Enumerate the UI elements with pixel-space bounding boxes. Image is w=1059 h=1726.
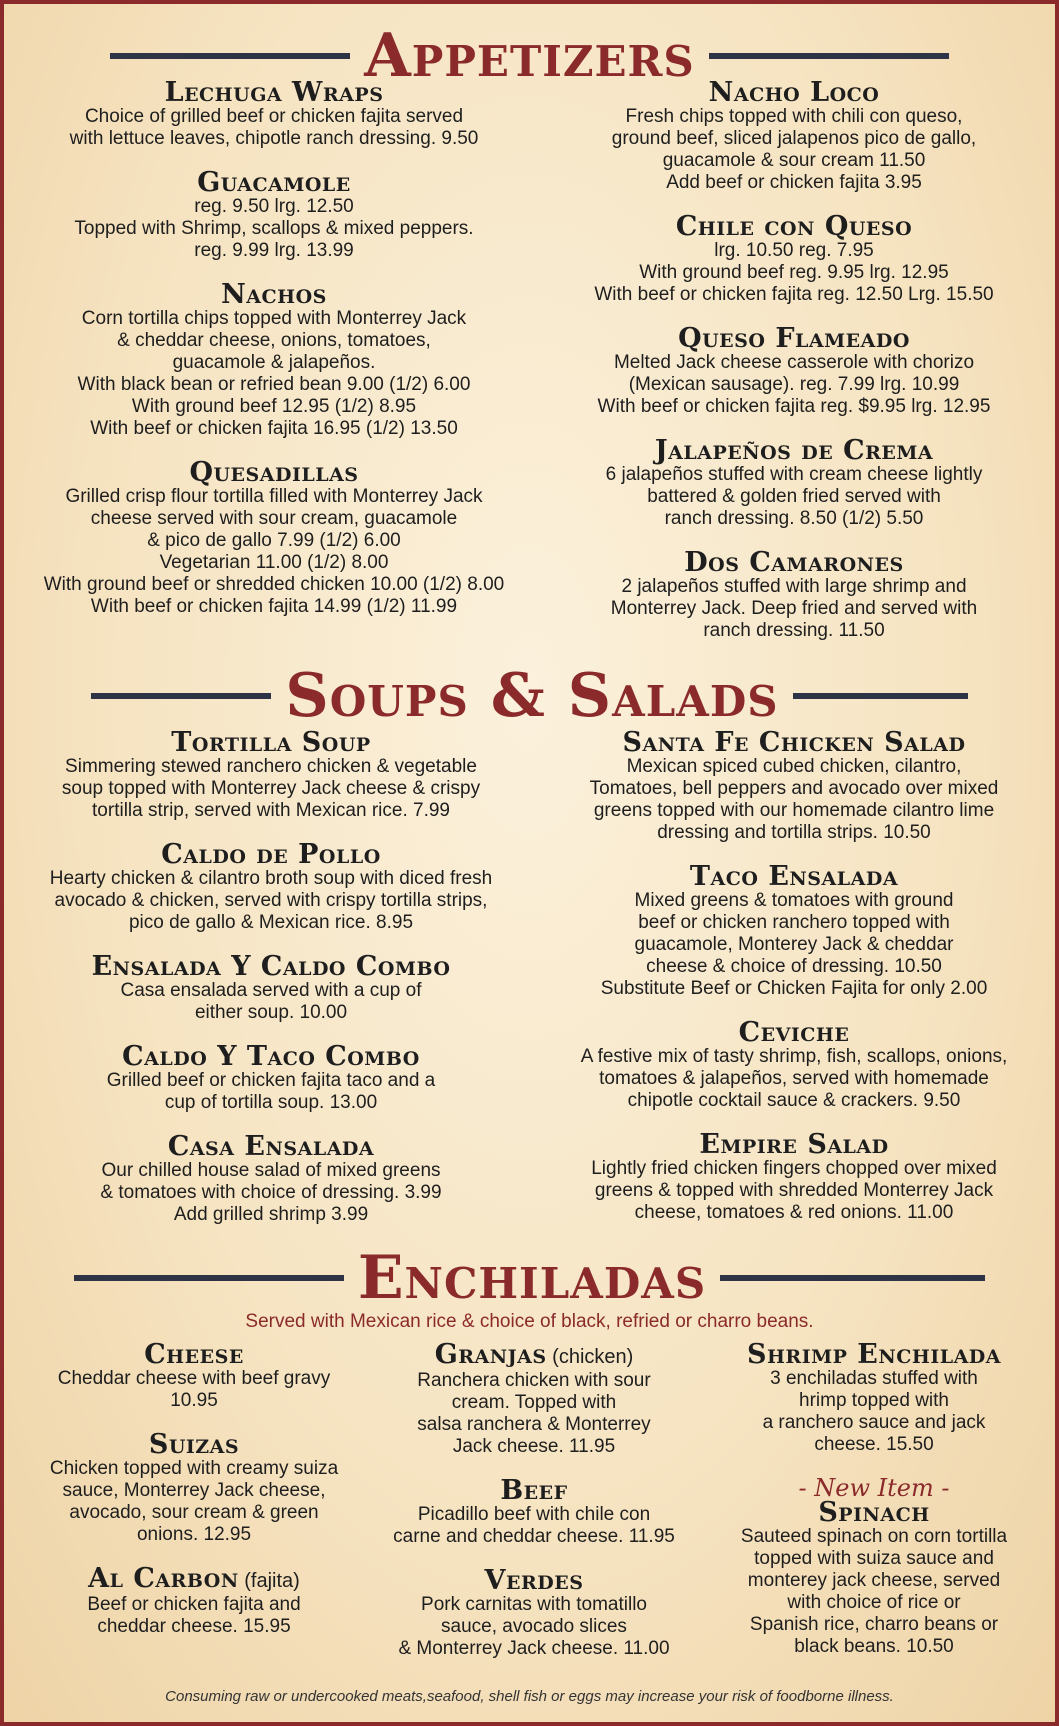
item-description-line: cheese. 15.50 (814, 1434, 934, 1455)
item-description-line: Fresh chips topped with chili con queso, (625, 106, 963, 127)
item-title: Casa Ensalada (167, 1131, 375, 1162)
item-description-line: With ground beef 12.95 (1/2) 8.95 (131, 396, 417, 417)
item-title: Caldo Y Taco Combo (122, 1041, 420, 1072)
item-title: Verdes (484, 1565, 584, 1596)
enchiladas-column-1 (24, 1339, 364, 1658)
item-description-line: dressing and tortilla strips. 10.50 (657, 822, 931, 843)
item-description-line: Substitute Beef or Chicken Fajita for only 2.00 (600, 978, 988, 999)
item-title: Chile con Queso (675, 211, 913, 242)
menu-item-nacho-loco (544, 77, 1044, 194)
item-name (24, 1563, 364, 1594)
item-description-line: & pico de gallo 7.99 (1/2) 6.00 (147, 530, 401, 551)
item-description-line: With beef or chicken fajita reg. 12.50 Lrg. 15.50 (594, 284, 994, 305)
item-description-line: Ranchera chicken with sour (417, 1370, 651, 1391)
item-description-line: cheese & choice of dressing. 10.50 (646, 956, 942, 977)
appetizers-header (4, 21, 1055, 91)
item-description-line: black beans. 10.50 (794, 1636, 954, 1657)
item-description-line: 3 enchiladas stuffed with (770, 1368, 978, 1389)
item-subtitle: (fajita) (238, 1570, 300, 1592)
item-description-line: tortilla strip, served with Mexican rice. 7.99 (92, 800, 450, 821)
item-title: Nachos (221, 279, 327, 310)
item-description-line: Mexican spiced cubed chicken, cilantro, (626, 756, 962, 777)
enchiladas-column-3 (704, 1339, 1044, 1678)
menu-item-queso-flameado (544, 323, 1044, 418)
item-description-line: Casa ensalada served with a cup of (120, 980, 422, 1001)
item-description-line: Cheddar cheese with beef gravy (57, 1368, 331, 1389)
item-description-line: Topped with Shrimp, scallops & mixed peppers. (74, 218, 474, 239)
item-title: Quesadillas (189, 457, 359, 488)
item-description-line: ranch dressing. 8.50 (1/2) 5.50 (664, 508, 924, 529)
item-name (544, 211, 1044, 242)
item-description-line: lrg. 10.50 reg. 7.95 (714, 240, 874, 261)
item-name (544, 1129, 1044, 1160)
item-title: Beef (500, 1475, 568, 1506)
item-description-line: ranch dressing. 11.50 (703, 620, 885, 641)
item-name (24, 167, 524, 198)
item-description-line: cream. Topped with (451, 1392, 617, 1413)
item-title: Guacamole (197, 167, 351, 198)
soups-left-column (16, 727, 526, 1246)
item-name (544, 77, 1044, 108)
item-title: Jalapeños de Crema (654, 435, 934, 466)
menu-item-cheese (24, 1339, 364, 1412)
item-description-line: 6 jalapeños stuffed with cream cheese lightly (605, 464, 983, 485)
item-name (24, 457, 524, 488)
menu-item-caldo-y-taco-combo (16, 1041, 526, 1114)
item-title: Suizas (148, 1429, 240, 1460)
item-name (16, 839, 526, 870)
item-title: Tortilla Soup (171, 727, 371, 758)
item-title: Ceviche (738, 1017, 850, 1048)
item-description-line: sauce, Monterrey Jack cheese, (62, 1480, 326, 1501)
item-name (24, 1339, 364, 1370)
item-name (544, 1017, 1044, 1048)
item-description-line: 10.95 (170, 1390, 218, 1411)
item-description-line: Add beef or chicken fajita 3.95 (666, 172, 922, 193)
item-description-line: & tomatoes with choice of dressing. 3.99 (100, 1182, 442, 1203)
item-description-line: cheese served with sour cream, guacamole (90, 508, 458, 529)
item-description-line: Beef or chicken fajita and (87, 1594, 301, 1615)
item-title: Dos Camarones (684, 547, 904, 578)
item-description-line: guacamole & jalapeños. (172, 352, 376, 373)
item-description-line: chipotle cocktail sauce & crackers. 9.50 (627, 1090, 961, 1111)
soups-title: Soups & Salads (285, 661, 779, 731)
item-description-line: hrimp topped with (799, 1390, 949, 1411)
menu-item-suizas (24, 1429, 364, 1546)
new-item-badge: - New Item - (798, 1474, 950, 1502)
soups-right-column (544, 727, 1044, 1244)
menu-item-ceviche (544, 1017, 1044, 1112)
item-description-line: greens & topped with shredded Monterrey Jack (594, 1180, 994, 1201)
item-description-line: Melted Jack cheese casserole with chorizo (613, 352, 975, 373)
item-name (16, 951, 526, 982)
item-description-line: With beef or chicken fajita 16.95 (1/2) 13.50 (90, 418, 458, 439)
item-title: Caldo de Pollo (161, 839, 381, 870)
item-name (364, 1565, 704, 1596)
item-description-line: salsa ranchera & Monterrey (417, 1414, 651, 1435)
food-safety-disclaimer: Consuming raw or undercooked meats,seafood, shell fish or eggs may increase your risk of foodborne illness. (165, 1688, 894, 1705)
item-name (704, 1339, 1044, 1370)
item-description-line: A festive mix of tasty shrimp, fish, scallops, onions, (580, 1046, 1008, 1067)
item-title: Shrimp Enchilada (746, 1339, 1002, 1370)
item-description-line: guacamole, Monterey Jack & cheddar (634, 934, 954, 955)
item-description-line: beef or chicken ranchero topped with (638, 912, 950, 933)
item-name (544, 435, 1044, 466)
item-description-line: With black bean or refried bean 9.00 (1/2) 6.00 (77, 374, 471, 395)
enchiladas-column-2 (364, 1339, 704, 1680)
item-description-line: Vegetarian 11.00 (1/2) 8.00 (159, 552, 389, 573)
item-description-line: reg. 9.50 lrg. 12.50 (194, 196, 354, 217)
item-title: Cheese (144, 1339, 244, 1370)
item-description-line: guacamole & sour cream 11.50 (662, 150, 926, 171)
item-description-line: Chicken topped with creamy suiza (49, 1458, 339, 1479)
menu-item-jalapenos-de-crema (544, 435, 1044, 530)
item-description-line: Simmering stewed ranchero chicken & vegetable (65, 756, 477, 777)
menu-item-granjas (364, 1339, 704, 1458)
menu-item-ensalada-y-caldo-combo (16, 951, 526, 1024)
menu-item-taco-ensalada (544, 861, 1044, 1000)
item-description-line: cheddar cheese. 15.95 (97, 1616, 291, 1637)
item-title: Lechuga Wraps (164, 77, 384, 108)
divider-bar (709, 53, 949, 59)
item-description-line: topped with suiza sauce and (754, 1548, 994, 1569)
menu-item-santa-fe-chicken-salad (544, 727, 1044, 844)
item-description-line: (Mexican sausage). reg. 7.99 lrg. 10.99 (628, 374, 960, 395)
item-description-line: carne and cheddar cheese. 11.95 (393, 1526, 675, 1547)
menu-item-empire-salad (544, 1129, 1044, 1224)
item-description-line: Tomatoes, bell peppers and avocado over mixed (589, 778, 999, 799)
item-description-line: battered & golden fried served with (647, 486, 941, 507)
menu-item-spinach (704, 1476, 1044, 1658)
item-description-line: with choice of rice or (787, 1592, 961, 1613)
menu-item-caldo-de-pollo (16, 839, 526, 934)
menu-item-al-carbon (24, 1563, 364, 1638)
enchiladas-header (4, 1243, 1055, 1313)
soups-header (4, 661, 1055, 731)
item-description-line: Choice of grilled beef or chicken fajita served (84, 106, 464, 127)
item-title: Ensalada Y Caldo Combo (91, 951, 451, 982)
item-description-line: Picadillo beef with chile con (417, 1504, 651, 1525)
item-description-line: soup topped with Monterrey Jack cheese & crispy (61, 778, 481, 799)
item-title: Al Carbon (88, 1563, 239, 1594)
item-name (544, 861, 1044, 892)
item-title: Taco Ensalada (689, 861, 899, 892)
item-description-line: avocado & chicken, served with crispy tortilla strips, (54, 890, 488, 911)
item-name (24, 1429, 364, 1460)
enchiladas-title: Enchiladas (357, 1243, 707, 1313)
menu-item-verdes (364, 1565, 704, 1660)
item-description-line: Monterrey Jack. Deep fried and served with (610, 598, 978, 619)
item-name (16, 727, 526, 758)
item-description-line: Hearty chicken & cilantro broth soup with diced fresh (49, 868, 493, 889)
item-description-line: Add grilled shrimp 3.99 (173, 1204, 369, 1225)
item-description-line: Mixed greens & tomatoes with ground (634, 890, 954, 911)
divider-bar (91, 693, 271, 699)
menu-item-guacamole (24, 167, 524, 262)
appetizers-right-column (544, 77, 1044, 662)
item-description-line: With ground beef or shredded chicken 10.00 (1/2) 8.00 (43, 574, 505, 595)
item-title: Empire Salad (699, 1129, 889, 1160)
item-description-line: avocado, sour cream & green (69, 1502, 319, 1523)
item-description-line: & cheddar cheese, onions, tomatoes, (117, 330, 431, 351)
divider-bar (793, 693, 968, 699)
item-description-line: 2 jalapeños stuffed with large shrimp and (621, 576, 967, 597)
item-description-line: Pork carnitas with tomatillo (421, 1594, 647, 1615)
item-title: Nacho Loco (708, 77, 880, 108)
menu-item-nachos (24, 279, 524, 440)
menu-item-shrimp-enchilada (704, 1339, 1044, 1456)
item-description-line: Jack cheese. 11.95 (452, 1436, 616, 1457)
menu-item-chile-con-queso (544, 211, 1044, 306)
item-description-line: With beef or chicken fajita 14.99 (1/2) 11.99 (90, 596, 458, 617)
menu-item-tortilla-soup (16, 727, 526, 822)
item-description-line: pico de gallo & Mexican rice. 8.95 (128, 912, 414, 933)
item-name (364, 1475, 704, 1506)
appetizers-title: Appetizers (364, 21, 695, 91)
item-description-line: ground beef, sliced jalapenos pico de gallo, (611, 128, 977, 149)
menu-item-quesadillas (24, 457, 524, 618)
item-name (16, 1041, 526, 1072)
item-description-line: onions. 12.95 (136, 1524, 252, 1545)
divider-bar (720, 1275, 985, 1281)
item-description-line: sauce, avocado slices (441, 1616, 627, 1637)
item-description-line: Sauteed spinach on corn tortilla (740, 1526, 1008, 1547)
divider-bar (74, 1275, 344, 1281)
item-name (24, 77, 524, 108)
item-description-line: With ground beef reg. 9.95 lrg. 12.95 (639, 262, 949, 283)
item-description-line: monterey jack cheese, served (747, 1570, 1001, 1591)
item-name (544, 323, 1044, 354)
divider-bar (110, 53, 350, 59)
item-description-line: Grilled crisp flour tortilla filled with Monterrey Jack (65, 486, 483, 507)
item-title: Spinach (818, 1497, 930, 1528)
item-name (364, 1339, 704, 1370)
item-name (24, 279, 524, 310)
menu-item-lechuga-wraps (24, 77, 524, 150)
item-description-line: & Monterrey Jack cheese. 11.00 (398, 1638, 670, 1659)
menu-item-casa-ensalada (16, 1131, 526, 1226)
item-description-line: cup of tortilla soup. 13.00 (164, 1092, 378, 1113)
item-description-line: reg. 9.99 lrg. 13.99 (194, 240, 354, 261)
enchiladas-note: Served with Mexican rice & choice of black, refried or charro beans. (245, 1311, 814, 1332)
appetizers-left-column (24, 77, 524, 638)
item-description-line: Our chilled house salad of mixed greens (101, 1160, 441, 1181)
item-description-line: Lightly fried chicken fingers chopped over mixed (591, 1158, 997, 1179)
item-description-line: Corn tortilla chips topped with Monterrey Jack (81, 308, 467, 329)
item-name (544, 727, 1044, 758)
item-title: Queso Flameado (678, 323, 910, 354)
item-title: Santa Fe Chicken Salad (622, 727, 966, 758)
menu-item-dos-camarones (544, 547, 1044, 642)
item-description-line: With beef or chicken fajita reg. $9.95 lrg. 12.95 (597, 396, 991, 417)
item-name (704, 1497, 1044, 1528)
menu-item-beef (364, 1475, 704, 1548)
item-description-line: greens topped with our homemade cilantro lime (593, 800, 995, 821)
item-title: Granjas (434, 1339, 547, 1370)
item-description-line: a ranchero sauce and jack (762, 1412, 986, 1433)
item-description-line: Spanish rice, charro beans or (749, 1614, 999, 1635)
item-name (544, 547, 1044, 578)
item-description-line: with lettuce leaves, chipotle ranch dressing. 9.50 (69, 128, 479, 149)
item-subtitle: (chicken) (546, 1346, 634, 1368)
item-name (16, 1131, 526, 1162)
item-description-line: tomatoes & jalapeños, served with homemade (599, 1068, 989, 1089)
item-description-line: cheese, tomatoes & red onions. 11.00 (634, 1202, 954, 1223)
item-description-line: Grilled beef or chicken fajita taco and a (106, 1070, 436, 1091)
item-description-line: either soup. 10.00 (194, 1002, 348, 1023)
